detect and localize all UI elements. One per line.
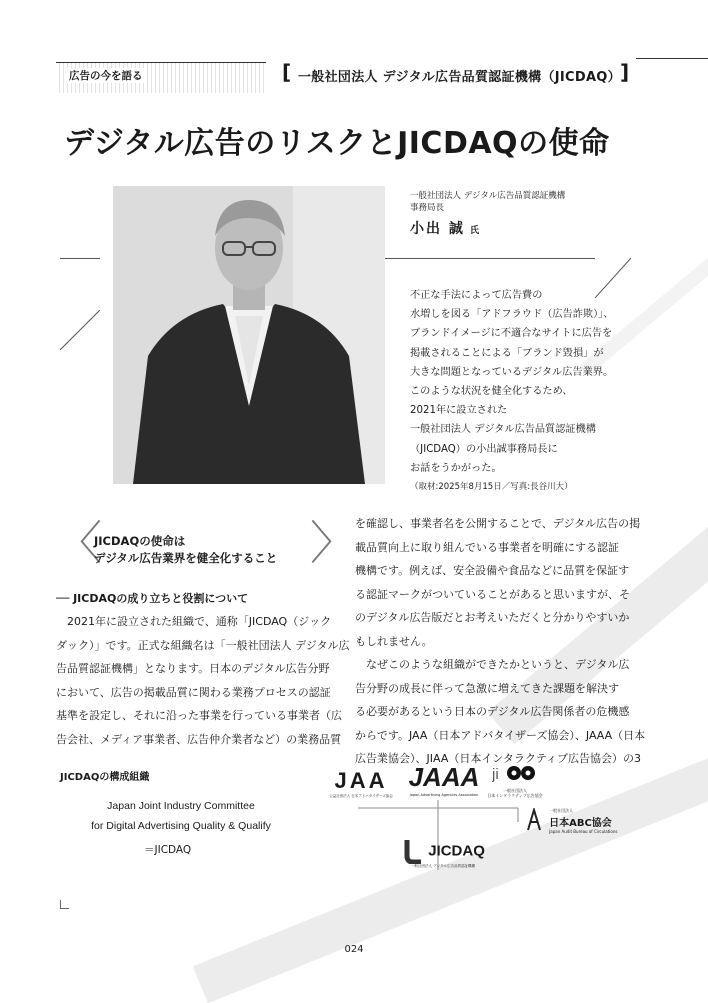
body-line: 2021年に設立された組織で、通称「JICDAQ（ジック (56, 615, 332, 628)
jicdaq-logo-mark (401, 838, 423, 864)
body-line: において、広告の掲載品質に関わる業務プロセスの認証 (56, 685, 331, 699)
lede-text (410, 286, 630, 497)
body-line: なぜこのような組織ができたかというと、デジタル広 (355, 658, 630, 671)
body-line: 広告業協会）、JIAA（日本インタラクティブ広告協会）の3 (355, 752, 642, 765)
bracket-right: ] (620, 60, 630, 84)
jiaa-sub-line: 一般社団法人 (503, 788, 527, 793)
members-en-line: for Digital Advertising Quality & Qualify (91, 820, 271, 832)
jiaa-logo (480, 762, 550, 798)
lede-line: 一般社団法人 デジタル広告品質認証機構 (410, 424, 596, 436)
lede-line: 大きな問題となっているデジタル広告業界。 (410, 366, 614, 378)
body-column-left (56, 610, 349, 751)
profile-org (410, 190, 565, 214)
bracket-left: [ (282, 60, 292, 84)
lede-line: 水増しを図る「アドフラウド（広告詐欺）」、 (410, 309, 614, 321)
body-line: 基準を設定し、それに沿った事業を行っている事業者（広 (56, 709, 342, 722)
lede-line: このような状況を健全化するため、 (410, 386, 573, 398)
lede-line: 2021年に設立された (410, 405, 508, 417)
body-line: を確認し、事業者名を公開することで、デジタル広告の掲 (355, 517, 641, 530)
jaa-logo-mark: JAA (334, 768, 388, 793)
profile-honorific: 氏 (469, 226, 479, 236)
jicdaq-logo-sub: 一般社団法人 デジタル広告品質認証機構 (411, 864, 475, 868)
abc-sub: 一般社団法人 (549, 808, 574, 813)
abc-en: Japan Audit Bureau of Circulations (549, 829, 618, 834)
body-line: る必要があるという日本のデジタル広告関係者の危機感 (355, 705, 630, 718)
profile-org-line2: 事務局長 (410, 203, 445, 213)
jaaa-logo-mark: JAAA (408, 762, 480, 792)
portrait-photo (113, 186, 385, 484)
members-abbr: ＝JICDAQ (144, 844, 192, 856)
jiaa-logo-mark (492, 762, 538, 784)
members-english (56, 796, 306, 836)
abc-logo (524, 808, 617, 834)
svg-text:ji: ji (492, 766, 499, 783)
lede-line: お話をうかがった。 (410, 462, 502, 474)
section-subhead (94, 533, 277, 567)
abc-logo-mark (524, 808, 544, 834)
lede-line: ブランドイメージに不適合なサイトに広告を (410, 328, 613, 340)
body-line: のデジタル広告版だとお考えいただくと分かりやすいか (355, 611, 630, 624)
body-line: 載品質向上に取り組んでいる事業者を明確にする認証 (355, 540, 619, 554)
subhead-line: デジタル広告業界を健全化すること (94, 551, 278, 565)
jaaa-logo-sub: Japan Advertising Agencies Association (409, 793, 479, 797)
chevron-left-icon: 〈 (56, 516, 102, 570)
org-title: 一般社団法人 デジタル広告品質認証機構（JICDAQ） (298, 70, 621, 85)
lede-line: 不正な手法によって広告費の (410, 290, 543, 301)
members-en-line: Japan Joint Industry Committee (107, 800, 255, 812)
jiaa-logo-sub (480, 788, 550, 798)
lede-line: 掲載されることによる「ブランド毀損」が (410, 347, 604, 359)
body-line: る認証マークがついていることがあると思いますが、そ (355, 587, 630, 601)
body-line: 告分野の成長に伴って急激に増えてきた課題を解決す (355, 681, 619, 695)
chevron-right-icon: 〉 (310, 516, 356, 570)
jaa-logo-sub: 公益社団法人 日本アドバタイザーズ協会 (329, 794, 393, 798)
body-line: 機構です。例えば、安全設備や食品などに品質を保証す (355, 564, 630, 577)
page-number: 024 (344, 944, 364, 955)
jaaa-logo (404, 762, 484, 797)
profile-org-line1: 一般社団法人 デジタル広告品質認証機構 (410, 191, 566, 201)
members-title: JICDAQの構成組織 (60, 772, 150, 783)
jicdaq-logo (398, 838, 488, 869)
abc-main: 日本ABC協会 (549, 818, 612, 829)
profile-name: 小出 誠 (410, 221, 465, 237)
section-heading: ── JICDAQの成り立ちと役割について (56, 592, 249, 605)
body-line: 告会社、メディア事業者、広告仲介業者など）の業務品質 (56, 732, 342, 746)
body-column-right (355, 512, 645, 771)
header-rule (636, 58, 708, 59)
body-line: 告品質認証機構」となります。日本のデジタル広告分野 (56, 662, 330, 675)
decor-line (60, 258, 100, 259)
decor-diagonal (60, 310, 100, 350)
profile-name-block (410, 218, 479, 238)
lede-line: （JICDAQ）の小出誠事務局長に (410, 443, 558, 455)
page-title: デジタル広告のリスクとJICDAQの使命 (64, 126, 610, 161)
jiaa-sub-line: 日本インタラクティブ広告協会 (487, 793, 543, 798)
section-tag-label: 広告の今を語る (66, 68, 146, 83)
subhead-line: JICDAQの使命は (94, 534, 186, 548)
body-line: もしれません。 (355, 634, 433, 648)
decor-line (385, 258, 595, 259)
body-line: ダック）」です。正式な組織名は「一般社団法人 デジタル広 (56, 638, 350, 652)
body-line: からです。JAA（日本アドバタイザーズ協会）、JAAA（日本 (355, 728, 646, 742)
photo-credit: （取材:2025年8月15日／写真:長谷川大） (410, 482, 573, 493)
jaa-logo (322, 768, 400, 799)
corner-mark (60, 900, 69, 909)
jicdaq-logo-text: JICDAQ (428, 842, 485, 860)
